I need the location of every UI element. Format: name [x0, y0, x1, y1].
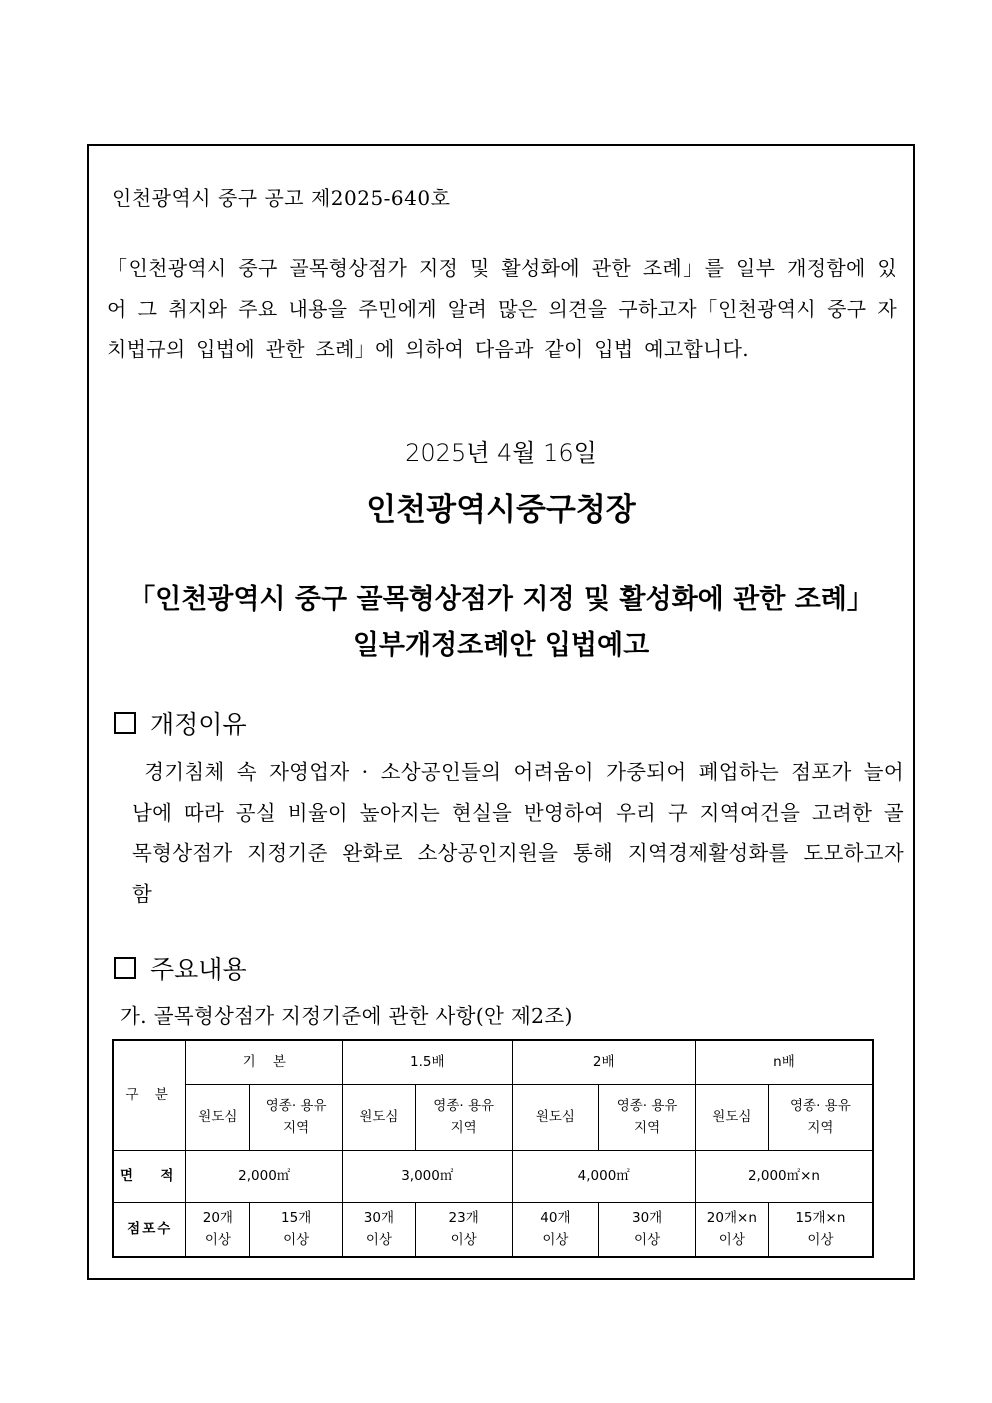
- table-corner-cell: 구 분: [113, 1040, 186, 1150]
- notice-title-line1: 「인천광역시 중구 골목형상점가 지정 및 활성화에 관한 조례」: [128, 584, 874, 615]
- area-cell-1-5x: 3,000㎡: [343, 1150, 513, 1202]
- count-cell: 23개 이상: [415, 1202, 512, 1257]
- table-row-area: [113, 1150, 873, 1202]
- notice-title-line2: 일부개정조례안 입법예고: [352, 630, 650, 661]
- sub-header-yeongjong: 영종· 용유 지역: [599, 1084, 696, 1150]
- area-cell-base: 2,000㎡: [186, 1150, 343, 1202]
- notice-date: 2025년 4월 16일: [405, 439, 597, 467]
- table-row-store-count: [113, 1202, 873, 1257]
- section-main-label: 주요내용: [150, 955, 247, 984]
- count-cell: 40개 이상: [512, 1202, 599, 1257]
- checkbox-square-icon: [114, 712, 136, 734]
- main-subheading: 가. 골목형상점가 지정기준에 관한 사항(안 제2조): [120, 1004, 573, 1028]
- section-reason-label: 개정이유: [150, 710, 247, 739]
- table-subheader-row: [113, 1084, 873, 1150]
- intro-paragraph: 「인천광역시 중구 골목형상점가 지정 및 활성화에 관한 조례」를 일부 개정함에 있어 그 취지와 주요 내용을 주민에게 알려 많은 의견을 구하고자「인천광역시 중구 자치법규의 입법에 관한 조례」에 의하여 다음과 같이 입법 예고합니다.: [107, 256, 897, 361]
- area-cell-2x: 4,000㎡: [512, 1150, 695, 1202]
- row-label-area: 면 적: [113, 1150, 186, 1202]
- reason-text: 경기침체 속 자영업자 · 소상공인들의 어려움이 가중되어 폐업하는 점포가 늘어남에 따라 공실 비율이 높아지는 현실을 반영하여 우리 구 지역여건을 고려한 골목형상점가 지정기준 완화로 소상공인지원을 통해 지역경제활성화를 도모하고자 함: [132, 760, 904, 906]
- count-cell: 15개 이상: [250, 1202, 343, 1257]
- count-cell: 20개 이상: [186, 1202, 250, 1257]
- count-cell: 20개×n 이상: [695, 1202, 768, 1257]
- count-cell: 15개×n 이상: [768, 1202, 873, 1257]
- sub-header-old-town: 원도심: [695, 1084, 768, 1150]
- row-label-store-count: 점포수: [113, 1202, 186, 1257]
- group-header-base: 기 본: [186, 1040, 343, 1084]
- notice-number: 인천광역시 중구 공고 제2025-640호: [112, 186, 451, 210]
- sub-header-old-town: 원도심: [512, 1084, 599, 1150]
- sub-header-yeongjong: 영종· 용유 지역: [768, 1084, 873, 1150]
- table-header-row: [113, 1040, 873, 1084]
- sub-header-old-town: 원도심: [186, 1084, 250, 1150]
- section-main-heading: [114, 950, 247, 986]
- criteria-table: [112, 1039, 874, 1258]
- issuer-name: 인천광역시중구청장: [366, 492, 636, 528]
- group-header-nx: n배: [695, 1040, 873, 1084]
- group-header-2x: 2배: [512, 1040, 695, 1084]
- group-header-1-5x: 1.5배: [343, 1040, 513, 1084]
- sub-header-yeongjong: 영종· 용유 지역: [415, 1084, 512, 1150]
- count-cell: 30개 이상: [599, 1202, 696, 1257]
- count-cell: 30개 이상: [343, 1202, 416, 1257]
- section-reason-heading: [114, 705, 247, 741]
- sub-header-old-town: 원도심: [343, 1084, 416, 1150]
- area-cell-nx: 2,000㎡×n: [695, 1150, 873, 1202]
- checkbox-square-icon: [114, 957, 136, 979]
- reason-paragraph: [132, 752, 904, 914]
- sub-header-yeongjong: 영종· 용유 지역: [250, 1084, 343, 1150]
